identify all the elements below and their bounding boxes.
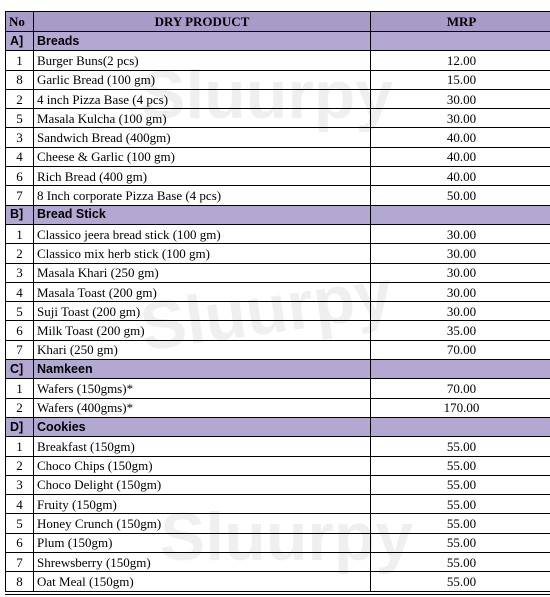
item-price: 12.00 xyxy=(371,51,550,70)
item-price: 50.00 xyxy=(371,186,550,205)
item-price: 40.00 xyxy=(371,128,550,147)
section-row-bread-stick xyxy=(6,205,550,224)
section-row-namkeen xyxy=(6,360,550,379)
item-number: 8 xyxy=(6,572,34,591)
item-name: 8 Inch corporate Pizza Base (4 pcs) xyxy=(34,186,371,205)
item-number: 2 xyxy=(6,89,34,108)
item-price: 30.00 xyxy=(371,282,550,301)
section-row-cookies xyxy=(6,417,550,436)
item-price: 30.00 xyxy=(371,224,550,243)
table-body xyxy=(6,32,550,592)
item-price: 30.00 xyxy=(371,244,550,263)
table-row xyxy=(6,224,550,243)
section-title: Cookies xyxy=(34,417,371,436)
bottom-divider xyxy=(5,594,550,595)
table-row xyxy=(6,128,550,147)
item-number: 6 xyxy=(6,533,34,552)
table-row xyxy=(6,70,550,89)
item-name: Wafers (400gms)* xyxy=(34,398,371,417)
table-row xyxy=(6,495,550,514)
item-price: 30.00 xyxy=(371,89,550,108)
item-price: 55.00 xyxy=(371,514,550,533)
section-mrp-blank xyxy=(371,32,550,51)
item-price: 40.00 xyxy=(371,147,550,166)
item-name: Cheese & Garlic (100 gm) xyxy=(34,147,371,166)
item-price: 55.00 xyxy=(371,437,550,456)
item-number: 7 xyxy=(6,340,34,359)
item-name: Choco Chips (150gm) xyxy=(34,456,371,475)
item-name: Fruity (150gm) xyxy=(34,495,371,514)
table-row xyxy=(6,340,550,359)
item-name: Wafers (150gms)* xyxy=(34,379,371,398)
item-number: 3 xyxy=(6,475,34,494)
table-row xyxy=(6,89,550,108)
item-name: Masala Kulcha (100 gm) xyxy=(34,109,371,128)
item-number: 8 xyxy=(6,70,34,89)
table-row xyxy=(6,263,550,282)
watermark-text-3: Sluurpy xyxy=(160,499,414,575)
column-header-product: DRY PRODUCT xyxy=(34,12,371,32)
item-name: Burger Buns(2 pcs) xyxy=(34,51,371,70)
item-number: 5 xyxy=(6,302,34,321)
table-row xyxy=(6,553,550,572)
table-row xyxy=(6,167,550,186)
item-price: 70.00 xyxy=(371,379,550,398)
item-number: 1 xyxy=(6,224,34,243)
table-row xyxy=(6,514,550,533)
item-number: 7 xyxy=(6,186,34,205)
item-name: Classico mix herb stick (100 gm) xyxy=(34,244,371,263)
item-name: Shrewsberry (150gm) xyxy=(34,553,371,572)
item-number: 2 xyxy=(6,244,34,263)
item-name: Oat Meal (150gm) xyxy=(34,572,371,591)
section-title: Bread Stick xyxy=(34,205,371,224)
item-price: 30.00 xyxy=(371,302,550,321)
table-row xyxy=(6,572,550,591)
table-row xyxy=(6,147,550,166)
item-number: 3 xyxy=(6,263,34,282)
section-title: Namkeen xyxy=(34,360,371,379)
item-number: 4 xyxy=(6,147,34,166)
section-mrp-blank xyxy=(371,205,550,224)
table-row xyxy=(6,321,550,340)
item-price: 15.00 xyxy=(371,70,550,89)
section-mrp-blank xyxy=(371,417,550,436)
item-name: Masala Toast (200 gm) xyxy=(34,282,371,301)
item-number: 5 xyxy=(6,514,34,533)
table-row xyxy=(6,398,550,417)
item-name: Masala Khari (250 gm) xyxy=(34,263,371,282)
column-header-no: No xyxy=(6,12,34,32)
item-number: 5 xyxy=(6,109,34,128)
table-row xyxy=(6,533,550,552)
item-price: 55.00 xyxy=(371,495,550,514)
item-name: Garlic Bread (100 gm) xyxy=(34,70,371,89)
item-name: Choco Delight (150gm) xyxy=(34,475,371,494)
section-mrp-blank xyxy=(371,360,550,379)
section-title: Breads xyxy=(34,32,371,51)
table-row xyxy=(6,282,550,301)
price-list-table xyxy=(5,11,550,592)
item-price: 35.00 xyxy=(371,321,550,340)
item-number: 3 xyxy=(6,128,34,147)
section-letter: D] xyxy=(6,417,34,436)
section-row-breads xyxy=(6,32,550,51)
table-row xyxy=(6,51,550,70)
item-price: 30.00 xyxy=(371,263,550,282)
item-number: 7 xyxy=(6,553,34,572)
item-number: 6 xyxy=(6,167,34,186)
item-price: 55.00 xyxy=(371,553,550,572)
item-name: 4 inch Pizza Base (4 pcs) xyxy=(34,89,371,108)
item-price: 70.00 xyxy=(371,340,550,359)
item-name: Khari (250 gm) xyxy=(34,340,371,359)
item-price: 170.00 xyxy=(371,398,550,417)
item-name: Sandwich Bread (400gm) xyxy=(34,128,371,147)
item-number: 2 xyxy=(6,398,34,417)
table-header-row xyxy=(6,12,550,32)
table-row xyxy=(6,244,550,263)
section-letter: C] xyxy=(6,360,34,379)
table-row xyxy=(6,186,550,205)
watermark-text-1: Sluurpy xyxy=(140,57,394,133)
item-price: 55.00 xyxy=(371,475,550,494)
section-letter: A] xyxy=(6,32,34,51)
item-name: Plum (150gm) xyxy=(34,533,371,552)
item-price: 55.00 xyxy=(371,533,550,552)
item-number: 4 xyxy=(6,282,34,301)
item-price: 30.00 xyxy=(371,109,550,128)
item-name: Rich Bread (400 gm) xyxy=(34,167,371,186)
item-price: 40.00 xyxy=(371,167,550,186)
table-row xyxy=(6,302,550,321)
item-number: 6 xyxy=(6,321,34,340)
item-name: Breakfast (150gm) xyxy=(34,437,371,456)
item-number: 1 xyxy=(6,437,34,456)
item-name: Suji Toast (200 gm) xyxy=(34,302,371,321)
table-row xyxy=(6,437,550,456)
table-row xyxy=(6,109,550,128)
column-header-mrp: MRP xyxy=(371,12,550,32)
section-letter: B] xyxy=(6,205,34,224)
watermark-text-2: Sluurpy xyxy=(135,255,398,366)
item-price: 55.00 xyxy=(371,572,550,591)
item-number: 1 xyxy=(6,379,34,398)
item-number: 4 xyxy=(6,495,34,514)
table-row xyxy=(6,456,550,475)
item-number: 1 xyxy=(6,51,34,70)
item-name: Classico jeera bread stick (100 gm) xyxy=(34,224,371,243)
item-price: 55.00 xyxy=(371,456,550,475)
item-name: Milk Toast (200 gm) xyxy=(34,321,371,340)
item-number: 2 xyxy=(6,456,34,475)
table-row xyxy=(6,379,550,398)
item-name: Honey Crunch (150gm) xyxy=(34,514,371,533)
table-row xyxy=(6,475,550,494)
